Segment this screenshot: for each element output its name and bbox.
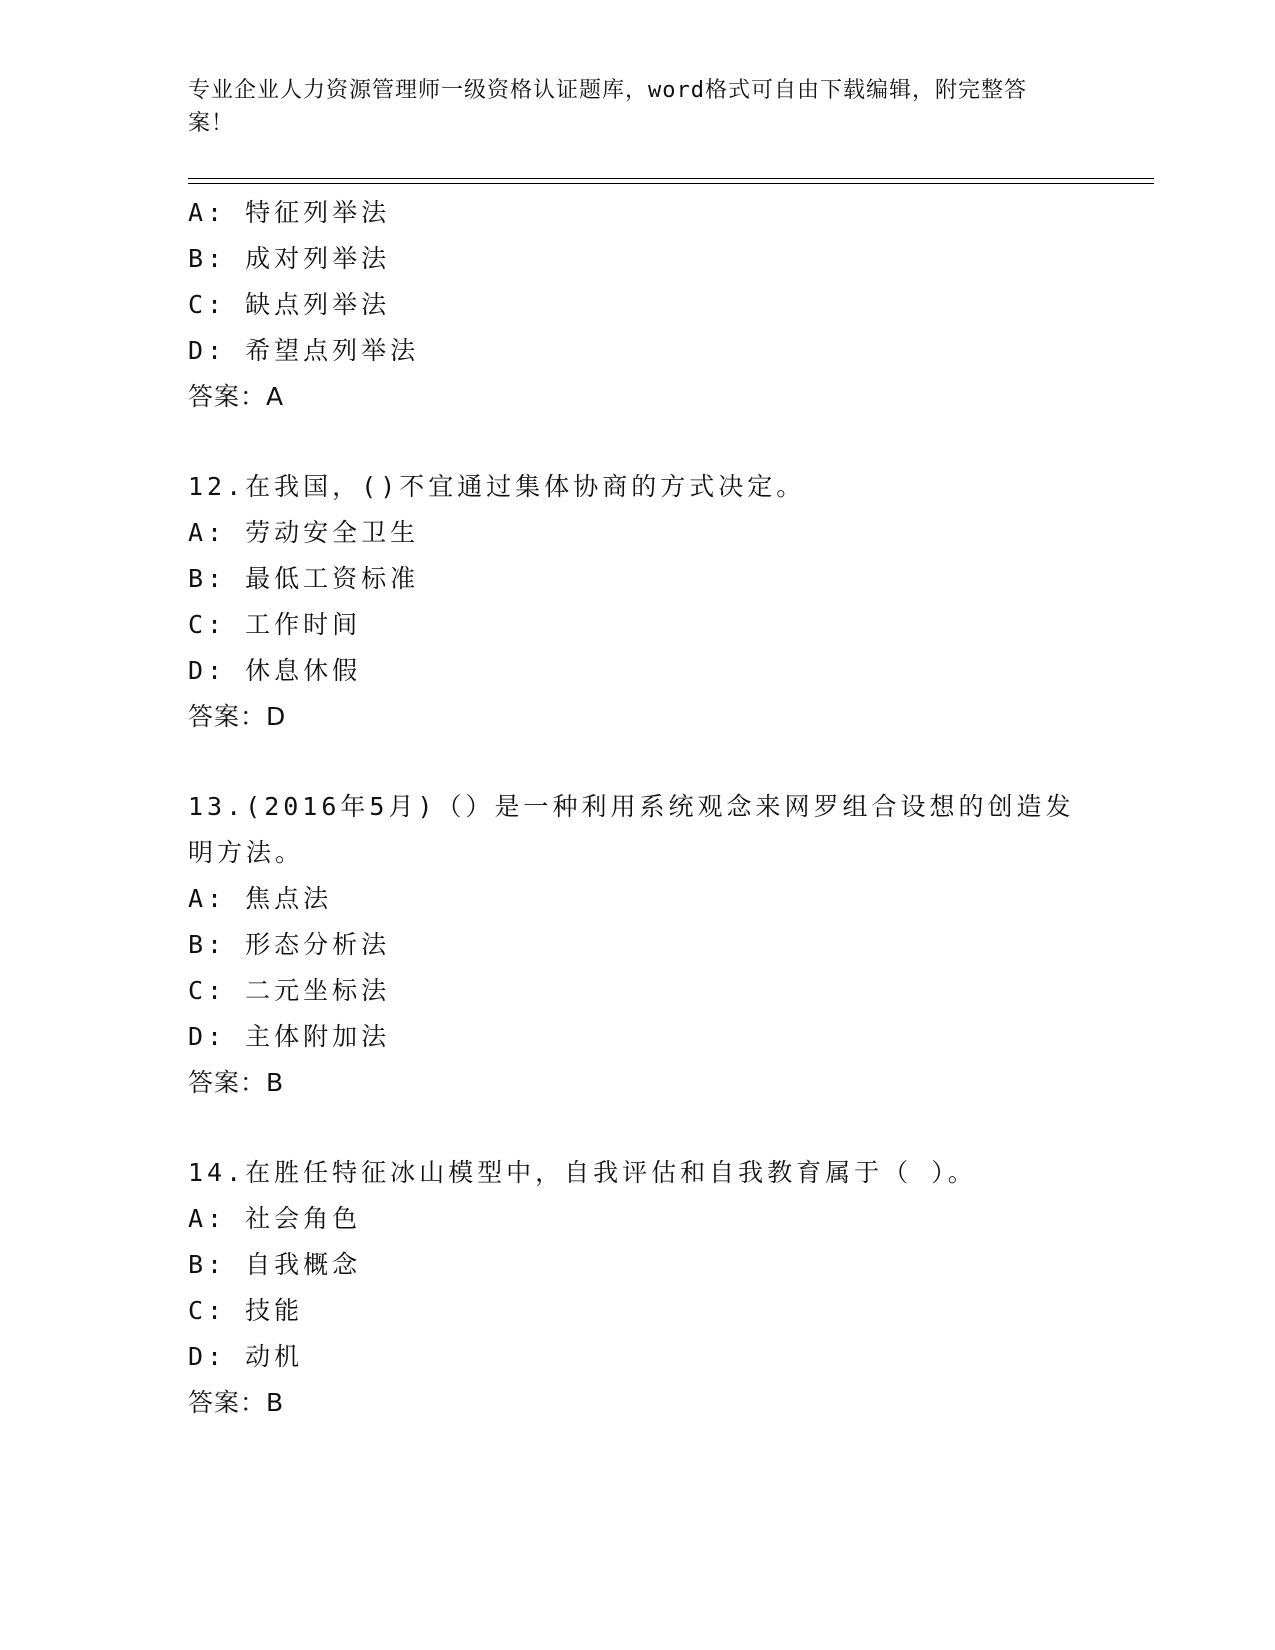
option-d: D: 动机 <box>188 1342 304 1371</box>
option-d: D: 希望点列举法 <box>188 336 420 365</box>
document-header: 专业企业人力资源管理师一级资格认证题库，word格式可自由下载编辑，附完整答案！ <box>188 78 1027 136</box>
option-c: C: 工作时间 <box>188 610 362 639</box>
question-block-12 <box>188 464 1088 740</box>
answer-line: 答案：A <box>188 382 285 411</box>
option-b: B: 最低工资标准 <box>188 564 420 593</box>
option-a: A: 焦点法 <box>188 884 333 913</box>
option-c: C: 二元坐标法 <box>188 976 391 1005</box>
option-b: B: 形态分析法 <box>188 930 391 959</box>
question-block-11-partial <box>188 190 1088 420</box>
answer-line: 答案：B <box>188 1068 285 1097</box>
option-a: A: 社会角色 <box>188 1204 362 1233</box>
answer-line: 答案：B <box>188 1388 285 1417</box>
option-a: A: 劳动安全卫生 <box>188 518 420 547</box>
option-a: A: 特征列举法 <box>188 198 391 227</box>
question-block-14 <box>188 1150 1088 1426</box>
option-d: D: 主体附加法 <box>188 1022 391 1051</box>
option-b: B: 成对列举法 <box>188 244 391 273</box>
question-stem: 14.在胜任特征冰山模型中，自我评估和自我教育属于（ ）。 <box>188 1158 977 1187</box>
header-divider-top <box>188 178 1154 179</box>
header-divider-bottom <box>188 183 1154 184</box>
option-c: C: 技能 <box>188 1296 304 1325</box>
question-stem: 12.在我国，()不宜通过集体协商的方式决定。 <box>188 472 806 501</box>
option-b: B: 自我概念 <box>188 1250 362 1279</box>
option-c: C: 缺点列举法 <box>188 290 391 319</box>
answer-line: 答案：D <box>188 702 287 731</box>
option-d: D: 休息休假 <box>188 656 362 685</box>
question-block-13 <box>188 784 1088 1106</box>
question-list <box>188 190 1088 1426</box>
question-stem: 13.(2016年5月)（）是一种利用系统观念来网罗组合设想的创造发明方法。 <box>188 792 1075 867</box>
